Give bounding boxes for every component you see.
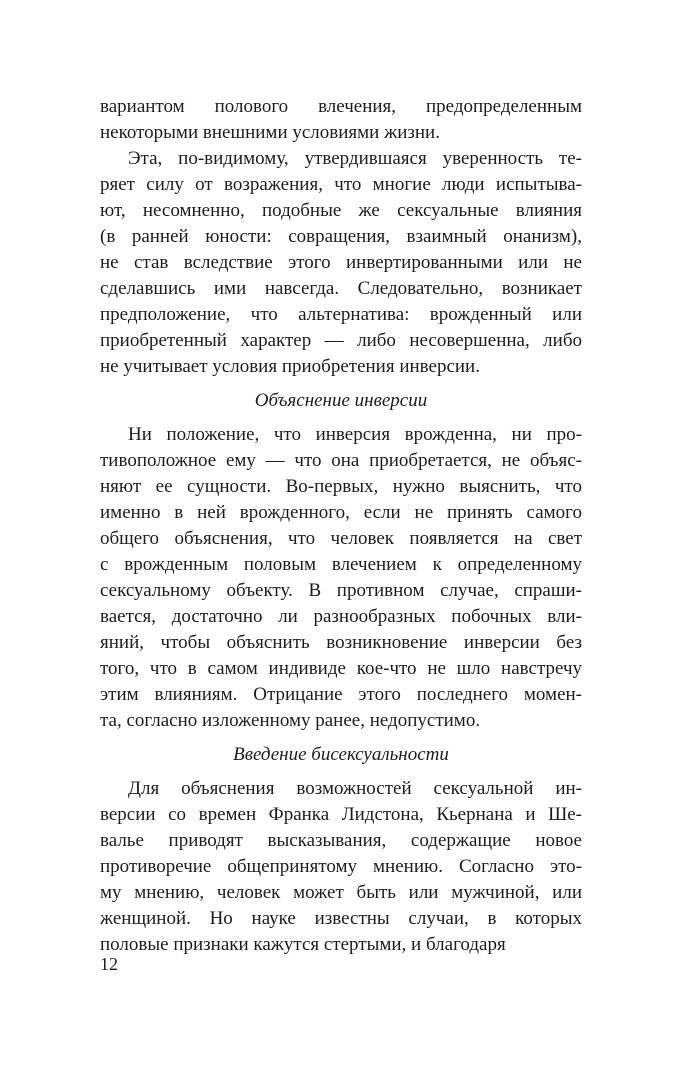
text-line: половые признаки кажутся стертыми, и благодаря [100, 934, 506, 955]
paragraph [100, 146, 582, 380]
paragraph [100, 776, 582, 958]
text-line: версии со времен Франка Лидстона, Кьернана и Ше- [100, 804, 582, 825]
text-line: женщиной. Но науке известны случаи, в которых [100, 908, 582, 929]
text-line: сексуальному объекту. В противном случае, спраши- [100, 580, 582, 601]
text-line: Ни положение, что инверсия врожденна, ни про- [128, 424, 582, 445]
text-line: предположение, что альтернатива: врожденный или [100, 304, 582, 325]
text-line: (в ранней юности: совращения, взаимный онанизм), [100, 226, 582, 247]
text-line: с врожденным половым влечением к определенному [100, 554, 582, 575]
text-line: тивоположное ему — что она приобретается, не объяс- [100, 450, 582, 471]
text-line: сделавшись ими навсегда. Следовательно, возникает [100, 278, 582, 299]
text-line: ряет силу от возражения, что многие люди испытыва- [100, 174, 582, 195]
text-line: противоречие общепринятому мнению. Согласно это- [100, 856, 582, 877]
text-line: именно в ней врожденного, если не принять самого [100, 502, 582, 523]
page-number: 12 [100, 954, 118, 974]
text-line: вариантом полового влечения, предопределенным [100, 96, 582, 117]
paragraph [100, 422, 582, 734]
text-line: Для объяснения возможностей сексуальной ин- [128, 778, 582, 799]
section-heading: Объяснение инверсии [254, 390, 428, 411]
text-line: няют ее сущности. Во-первых, нужно выяснить, что [100, 476, 582, 497]
text-line: ют, несомненно, подобные же сексуальные влияния [100, 200, 582, 221]
text-line: того, что в самом индивиде кое-что не шло навстречу [100, 658, 582, 679]
text-line: не став вследствие этого инвертированными или не [100, 252, 582, 273]
text-line: приобретенный характер — либо несовершенна, либо [100, 330, 582, 351]
text-line: му мнению, человек может быть или мужчиной, или [100, 882, 582, 903]
text-line: Эта, по-видимому, утвердившаяся уверенность те- [128, 148, 582, 169]
page-content [100, 94, 582, 958]
text-line: общего объяснения, что человек появляется на свет [100, 528, 582, 549]
paragraph [100, 94, 582, 146]
text-line: не учитывает условия приобретения инверсии. [100, 356, 480, 377]
text-line: некоторыми внешними условиями жизни. [100, 122, 440, 143]
section-heading: Введение бисексуальности [233, 744, 449, 765]
text-line: валье приводят высказывания, содержащие новое [100, 830, 582, 851]
text-line: вается, достаточно ли разнообразных побочных вли- [100, 606, 582, 627]
text-line: этим влияниям. Отрицание этого последнего момен- [100, 684, 582, 705]
text-line: та, согласно изложенному ранее, недопустимо. [100, 710, 481, 731]
text-line: яний, чтобы объяснить возникновение инверсии без [100, 632, 582, 653]
